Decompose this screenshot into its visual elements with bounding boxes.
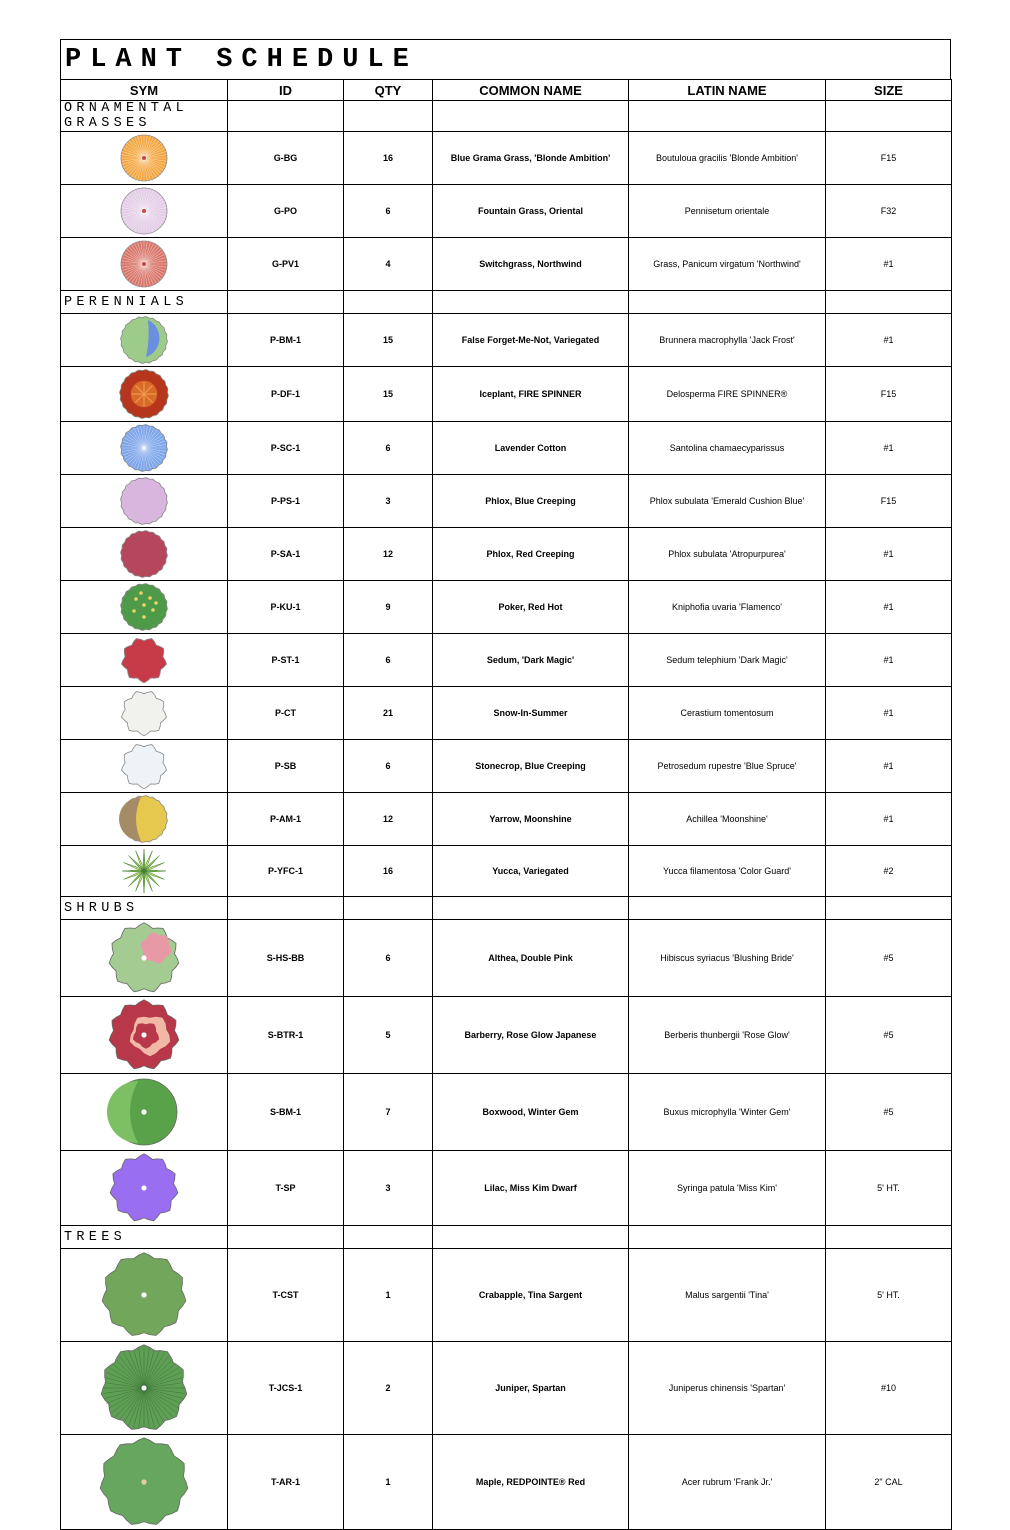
latin-name: Syringa patula 'Miss Kim'	[629, 1151, 826, 1226]
latin-name: Phlox subulata 'Emerald Cushion Blue'	[629, 475, 826, 528]
page-title: PLANT SCHEDULE	[60, 39, 951, 79]
plant-id: P-KU-1	[228, 581, 344, 634]
common-name: Poker, Red Hot	[433, 581, 629, 634]
plant-qty: 16	[344, 846, 433, 897]
plant-id: P-SB	[228, 740, 344, 793]
latin-name: Brunnera macrophylla 'Jack Frost'	[629, 314, 826, 367]
green-shrub-symbol	[106, 1074, 182, 1150]
plant-size: #10	[826, 1342, 952, 1435]
red-orange-perennial-symbol	[117, 367, 171, 421]
table-row	[61, 1151, 952, 1226]
symbol-cell	[61, 997, 228, 1074]
green-dotted-perennial-symbol	[118, 581, 170, 633]
plant-id: P-ST-1	[228, 634, 344, 687]
common-name: Phlox, Blue Creeping	[433, 475, 629, 528]
plant-size: 5' HT.	[826, 1249, 952, 1342]
common-name: Boxwood, Winter Gem	[433, 1074, 629, 1151]
header-sym: SYM	[61, 80, 228, 101]
lilac-perennial-symbol	[118, 475, 170, 527]
latin-name: Hibiscus syriacus 'Blushing Bride'	[629, 920, 826, 997]
common-name: Juniper, Spartan	[433, 1342, 629, 1435]
symbol-cell	[61, 1151, 228, 1226]
symbol-cell	[61, 475, 228, 528]
latin-name: Delosperma FIRE SPINNER®	[629, 367, 826, 422]
latin-name: Phlox subulata 'Atropurpurea'	[629, 528, 826, 581]
plant-id: G-PO	[228, 185, 344, 238]
latin-name: Pennisetum orientale	[629, 185, 826, 238]
plant-size: F15	[826, 132, 952, 185]
table-row	[61, 367, 952, 422]
common-name: Althea, Double Pink	[433, 920, 629, 997]
symbol-cell	[61, 132, 228, 185]
orange-grass-symbol	[118, 132, 170, 184]
header-common-name: COMMON NAME	[433, 80, 629, 101]
section-label: ORNAMENTAL GRASSES	[61, 101, 228, 132]
maroon-perennial-symbol	[118, 528, 170, 580]
header-size: SIZE	[826, 80, 952, 101]
crabapple-tree-symbol	[99, 1250, 189, 1340]
plant-qty: 3	[344, 1151, 433, 1226]
common-name: Fountain Grass, Oriental	[433, 185, 629, 238]
table-row	[61, 238, 952, 291]
plant-size: F15	[826, 475, 952, 528]
symbol-cell	[61, 740, 228, 793]
latin-name: Petrosedum rupestre 'Blue Spruce'	[629, 740, 826, 793]
plant-size: F15	[826, 367, 952, 422]
pale-blue-perennial-symbol	[118, 740, 170, 792]
common-name: Blue Grama Grass, 'Blonde Ambition'	[433, 132, 629, 185]
juniper-tree-symbol	[98, 1342, 190, 1434]
purple-shrub-symbol	[107, 1151, 181, 1225]
plant-id: P-AM-1	[228, 793, 344, 846]
plant-id: G-BG	[228, 132, 344, 185]
section-header-row	[61, 101, 952, 132]
plant-qty: 1	[344, 1249, 433, 1342]
table-row	[61, 920, 952, 997]
schedule-body	[61, 101, 952, 1530]
latin-name: Santolina chamaecyparissus	[629, 422, 826, 475]
symbol-cell	[61, 1074, 228, 1151]
latin-name: Boutuloua gracilis 'Blonde Ambition'	[629, 132, 826, 185]
plant-qty: 15	[344, 367, 433, 422]
table-row	[61, 132, 952, 185]
symbol-cell	[61, 1342, 228, 1435]
plant-qty: 15	[344, 314, 433, 367]
plant-size: #5	[826, 997, 952, 1074]
symbol-cell	[61, 793, 228, 846]
plant-qty: 1	[344, 1435, 433, 1530]
plant-qty: 16	[344, 132, 433, 185]
table-row	[61, 422, 952, 475]
common-name: Phlox, Red Creeping	[433, 528, 629, 581]
section-header-row	[61, 1226, 952, 1249]
section-header-row	[61, 291, 952, 314]
table-row	[61, 475, 952, 528]
symbol-cell	[61, 1435, 228, 1530]
plant-qty: 6	[344, 422, 433, 475]
symbol-cell	[61, 422, 228, 475]
plant-schedule	[60, 39, 951, 1530]
table-row	[61, 846, 952, 897]
plant-size: #1	[826, 634, 952, 687]
table-row	[61, 1342, 952, 1435]
table-row	[61, 581, 952, 634]
symbol-cell	[61, 367, 228, 422]
table-row	[61, 314, 952, 367]
plant-qty: 9	[344, 581, 433, 634]
plant-size: #1	[826, 314, 952, 367]
plant-size: 2" CAL	[826, 1435, 952, 1530]
blue-perennial-symbol	[118, 422, 170, 474]
plant-qty: 5	[344, 997, 433, 1074]
plant-qty: 6	[344, 740, 433, 793]
plant-qty: 3	[344, 475, 433, 528]
plant-size: #1	[826, 422, 952, 475]
plant-id: T-JCS-1	[228, 1342, 344, 1435]
plant-id: P-CT	[228, 687, 344, 740]
symbol-cell	[61, 238, 228, 291]
latin-name: Malus sargentii 'Tina'	[629, 1249, 826, 1342]
header-qty: QTY	[344, 80, 433, 101]
plant-size: #1	[826, 687, 952, 740]
plant-size: #1	[826, 740, 952, 793]
table-row	[61, 687, 952, 740]
common-name: Iceplant, FIRE SPINNER	[433, 367, 629, 422]
plant-size: #2	[826, 846, 952, 897]
plant-qty: 6	[344, 634, 433, 687]
table-row	[61, 1435, 952, 1530]
red-grass-symbol	[118, 238, 170, 290]
common-name: Barberry, Rose Glow Japanese	[433, 997, 629, 1074]
latin-name: Achillea 'Moonshine'	[629, 793, 826, 846]
pink-grass-symbol	[118, 185, 170, 237]
header-latin-name: LATIN NAME	[629, 80, 826, 101]
green-pink-shrub-symbol	[106, 920, 182, 996]
plant-size: #1	[826, 238, 952, 291]
common-name: Sedum, 'Dark Magic'	[433, 634, 629, 687]
plant-qty: 7	[344, 1074, 433, 1151]
latin-name: Yucca filamentosa 'Color Guard'	[629, 846, 826, 897]
common-name: Maple, REDPOINTE® Red	[433, 1435, 629, 1530]
plant-id: T-SP	[228, 1151, 344, 1226]
common-name: Lavender Cotton	[433, 422, 629, 475]
plant-id: S-BTR-1	[228, 997, 344, 1074]
red-shrub-symbol	[106, 997, 182, 1073]
plant-id: P-DF-1	[228, 367, 344, 422]
plant-id: P-SA-1	[228, 528, 344, 581]
latin-name: Acer rubrum 'Frank Jr.'	[629, 1435, 826, 1530]
symbol-cell	[61, 528, 228, 581]
table-row	[61, 528, 952, 581]
plant-qty: 6	[344, 920, 433, 997]
plant-size: 5' HT.	[826, 1151, 952, 1226]
white-perennial-symbol	[118, 687, 170, 739]
red-perennial-symbol	[118, 634, 170, 686]
symbol-cell	[61, 687, 228, 740]
plant-qty: 21	[344, 687, 433, 740]
plant-size: F32	[826, 185, 952, 238]
plant-qty: 6	[344, 185, 433, 238]
latin-name: Berberis thunbergii 'Rose Glow'	[629, 997, 826, 1074]
symbol-cell	[61, 185, 228, 238]
yucca-star-symbol	[119, 846, 169, 896]
latin-name: Kniphofia uvaria 'Flamenco'	[629, 581, 826, 634]
common-name: Switchgrass, Northwind	[433, 238, 629, 291]
plant-id: P-PS-1	[228, 475, 344, 528]
common-name: Snow-In-Summer	[433, 687, 629, 740]
plant-id: T-AR-1	[228, 1435, 344, 1530]
plant-qty: 2	[344, 1342, 433, 1435]
table-row	[61, 793, 952, 846]
green-blue-perennial-symbol	[118, 314, 170, 366]
plant-id: P-SC-1	[228, 422, 344, 475]
section-label: SHRUBS	[61, 897, 228, 920]
plant-id: P-YFC-1	[228, 846, 344, 897]
common-name: Lilac, Miss Kim Dwarf	[433, 1151, 629, 1226]
table-row	[61, 1074, 952, 1151]
common-name: Yarrow, Moonshine	[433, 793, 629, 846]
common-name: False Forget-Me-Not, Variegated	[433, 314, 629, 367]
table-row	[61, 185, 952, 238]
section-label: TREES	[61, 1226, 228, 1249]
common-name: Yucca, Variegated	[433, 846, 629, 897]
symbol-cell	[61, 314, 228, 367]
latin-name: Grass, Panicum virgatum 'Northwind'	[629, 238, 826, 291]
header-row	[61, 80, 952, 101]
plant-qty: 4	[344, 238, 433, 291]
plant-size: #5	[826, 1074, 952, 1151]
latin-name: Sedum telephium 'Dark Magic'	[629, 634, 826, 687]
symbol-cell	[61, 846, 228, 897]
latin-name: Buxus microphylla 'Winter Gem'	[629, 1074, 826, 1151]
plant-id: P-BM-1	[228, 314, 344, 367]
symbol-cell	[61, 581, 228, 634]
header-id: ID	[228, 80, 344, 101]
symbol-cell	[61, 920, 228, 997]
plant-qty: 12	[344, 793, 433, 846]
schedule-table	[60, 79, 952, 1530]
common-name: Stonecrop, Blue Creeping	[433, 740, 629, 793]
plant-size: #5	[826, 920, 952, 997]
section-label: PERENNIALS	[61, 291, 228, 314]
section-header-row	[61, 897, 952, 920]
symbol-cell	[61, 634, 228, 687]
table-row	[61, 1249, 952, 1342]
common-name: Crabapple, Tina Sargent	[433, 1249, 629, 1342]
plant-id: S-HS-BB	[228, 920, 344, 997]
plant-id: G-PV1	[228, 238, 344, 291]
latin-name: Juniperus chinensis 'Spartan'	[629, 1342, 826, 1435]
latin-name: Cerastium tomentosum	[629, 687, 826, 740]
symbol-cell	[61, 1249, 228, 1342]
table-row	[61, 634, 952, 687]
plant-id: T-CST	[228, 1249, 344, 1342]
plant-size: #1	[826, 528, 952, 581]
table-row	[61, 740, 952, 793]
yellow-perennial-symbol	[118, 793, 170, 845]
table-row	[61, 997, 952, 1074]
plant-size: #1	[826, 793, 952, 846]
plant-size: #1	[826, 581, 952, 634]
maple-tree-symbol	[97, 1435, 191, 1529]
plant-qty: 12	[344, 528, 433, 581]
plant-id: S-BM-1	[228, 1074, 344, 1151]
